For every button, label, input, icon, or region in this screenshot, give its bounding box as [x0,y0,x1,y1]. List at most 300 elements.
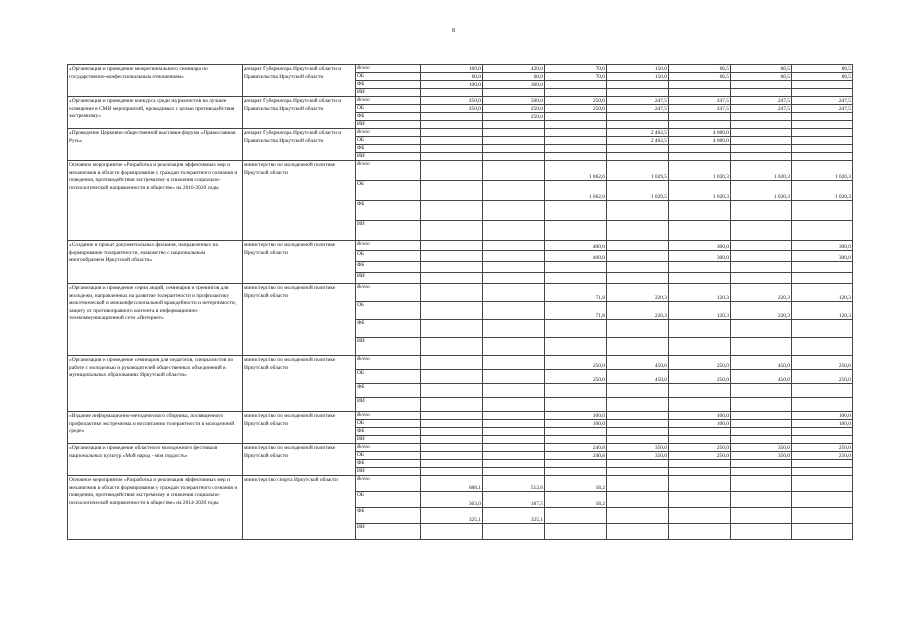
amount-cell: 247,5 [731,97,792,105]
amount-cell [669,201,731,221]
amount-cell: 120,3 [792,302,853,320]
amount-cell: 247,5 [792,97,853,105]
funding-source: Всего [356,476,421,492]
amount-cell: 4 000,0 [669,137,731,145]
amount-cell [607,468,669,476]
amount-cell [421,89,483,97]
amount-cell [421,320,483,338]
amount-cell [483,181,545,201]
amount-cell [669,398,731,412]
amount-cell [669,145,731,153]
amount-cell [731,436,792,444]
amount-cell [421,273,483,284]
amount-cell [421,370,483,384]
funding-source: Всего [356,284,421,302]
amount-cell [483,121,545,129]
amount-cell: 350,0 [731,452,792,460]
amount-cell [607,492,669,508]
amount-cell: 350,0 [607,452,669,460]
amount-cell [731,145,792,153]
amount-cell: 360,0 [483,81,545,89]
amount-cell: 500,0 [483,97,545,105]
table-row [68,476,853,492]
amount-cell [483,161,545,181]
amount-cell [792,273,853,284]
amount-cell: 247,5 [607,97,669,105]
amount-cell [731,398,792,412]
amount-cell: 450,0 [607,356,669,370]
amount-cell [792,129,853,137]
amount-cell [792,221,853,241]
funding-source: ФБ [356,81,421,89]
amount-cell [731,81,792,89]
amount-cell: 325,1 [483,508,545,524]
amount-cell: 250,0 [669,452,731,460]
amount-cell [792,121,853,129]
amount-cell [669,508,731,524]
amount-cell: 2 462,5 [607,129,669,137]
amount-cell: 220,3 [731,284,792,302]
funding-source: ФБ [356,384,421,398]
amount-cell [607,221,669,241]
amount-cell [792,113,853,121]
amount-cell: 240,8 [545,452,607,460]
amount-cell: 2 462,5 [607,137,669,145]
amount-cell: 18,2 [545,476,607,492]
amount-cell: 120,3 [792,284,853,302]
amount-cell [607,262,669,273]
amount-cell [545,201,607,221]
amount-cell [483,251,545,262]
amount-cell [792,460,853,468]
funding-table [67,64,853,540]
responsible-executor: министерство по молодежной политике Иркутской области [243,444,356,476]
amount-cell: 247,5 [731,105,792,113]
amount-cell [607,273,669,284]
amount-cell: 1 020,3 [731,161,792,181]
amount-cell [421,153,483,161]
amount-cell: 250,0 [545,356,607,370]
amount-cell [545,524,607,540]
amount-cell [607,113,669,121]
amount-cell [669,113,731,121]
amount-cell [669,81,731,89]
responsible-executor: министерство спорта Иркутской области [243,476,356,540]
amount-cell: 250,0 [669,444,731,452]
amount-cell [607,384,669,398]
funding-source: ИИ [356,468,421,476]
amount-cell [483,338,545,356]
amount-cell: 4 000,0 [669,129,731,137]
amount-cell [483,460,545,468]
amount-cell [792,81,853,89]
table-row [68,356,853,370]
responsible-executor: министерство по молодежной политике Иркутской области [243,241,356,284]
amount-cell: 1 020,3 [792,161,853,181]
amount-cell [483,384,545,398]
responsible-executor: министерство по молодежной политике Иркутской области [243,161,356,241]
amount-cell [731,428,792,436]
funding-source: ОБ [356,251,421,262]
activity-description: «Организация и проведение серии акций, семинаров и тренингов для молодежи, направленных на развитие толерантности и профилактику межэтнической и межконфессиональной враждебности и нетерпимости, защиту от противоправного контента в информационно-телекоммуникационной сети «Интернет» [68,284,243,356]
funding-source: Всего [356,356,421,370]
amount-cell [792,524,853,540]
amount-cell: 250,0 [483,105,545,113]
table-row [68,161,853,181]
activity-description: «Издание информационно-методического сборника, посвященного профилактике экстремизма и воспитанию толерантности в молодежной среде» [68,412,243,444]
amount-cell [545,338,607,356]
amount-cell: 1 029,5 [607,161,669,181]
amount-cell [545,221,607,241]
amount-cell: 1 020,3 [792,181,853,201]
funding-source: ОБ [356,73,421,81]
amount-cell [669,384,731,398]
activity-description: «Организация и проведение межрегионального семинара по государственно-конфессиональным отношениям» [68,65,243,97]
amount-cell [483,262,545,273]
amount-cell [421,121,483,129]
amount-cell: 150,0 [607,73,669,81]
amount-cell [421,412,483,420]
amount-cell [607,89,669,97]
funding-source: Всего [356,412,421,420]
funding-source: Всего [356,241,421,251]
amount-cell [731,221,792,241]
activity-description: «Организация и проведение конкурса среди журналистов на лучшее освещение в СМИ мероприятий, проводимых с целью противодействия экстремизму» [68,97,243,129]
amount-cell [421,251,483,262]
amount-cell: 187,5 [483,492,545,508]
amount-cell [731,384,792,398]
amount-cell [792,338,853,356]
amount-cell [483,273,545,284]
amount-cell: 247,5 [669,105,731,113]
amount-cell [792,492,853,508]
amount-cell [421,398,483,412]
amount-cell [731,273,792,284]
amount-cell: 70,0 [545,65,607,73]
funding-source: ОБ [356,181,421,201]
amount-cell: 100,0 [792,420,853,428]
page-number: 8 [452,28,455,34]
amount-cell [545,468,607,476]
amount-cell [731,251,792,262]
amount-cell: 120,3 [669,302,731,320]
amount-cell [483,137,545,145]
amount-cell [421,428,483,436]
amount-cell: 250,0 [545,105,607,113]
amount-cell: 100,0 [669,420,731,428]
amount-cell [483,370,545,384]
activity-description: Основное мероприятие «Разработка и реализация эффективных мер и механизмов в области формирования у граждан толерантного сознания и поведения, противодействия экстремизму и снижения социально-психологической напряженности в обществе» на 2016-2020 годы [68,161,243,241]
funding-source: ИИ [356,338,421,356]
amount-cell [421,468,483,476]
amount-cell: 18,2 [545,492,607,508]
funding-source: Всего [356,65,421,73]
amount-cell: 220,3 [607,302,669,320]
amount-cell: 66,5 [731,73,792,81]
amount-cell [545,113,607,121]
amount-cell [731,524,792,540]
amount-cell: 325,1 [421,508,483,524]
amount-cell: 250,0 [792,444,853,452]
amount-cell [483,241,545,251]
amount-cell [731,412,792,420]
amount-cell: 250,0 [792,452,853,460]
amount-cell: 300,0 [669,241,731,251]
amount-cell: 71,8 [545,302,607,320]
funding-source: ФБ [356,201,421,221]
activity-description: Основное мероприятие «Разработка и реализация эффективных мер и механизмов в области формирования у граждан толерантного сознания и поведения, противодействия экстремизму и снижения социально-психологической напряженности в обществе» на 2014-2020 годы [68,476,243,540]
amount-cell [669,153,731,161]
amount-cell [607,251,669,262]
amount-cell [731,241,792,251]
amount-cell [483,428,545,436]
amount-cell [731,468,792,476]
amount-cell [483,145,545,153]
amount-cell: 240,8 [545,444,607,452]
funding-source: ФБ [356,428,421,436]
amount-cell [731,153,792,161]
amount-cell [483,302,545,320]
activity-description: «Организация и проведение областного молодежного фестиваля национальных культур «Мой народ - моя гордость» [68,444,243,476]
responsible-executor: аппарат Губернатора Иркутской области и Правительства Иркутской области [243,97,356,129]
table-row [68,241,853,251]
amount-cell: 100,0 [792,412,853,420]
funding-source: ИИ [356,398,421,412]
amount-cell [483,221,545,241]
amount-cell [731,460,792,468]
amount-cell: 247,5 [669,97,731,105]
amount-cell [607,524,669,540]
amount-cell [669,221,731,241]
amount-cell [669,121,731,129]
amount-cell [421,356,483,370]
amount-cell [607,153,669,161]
amount-cell [421,129,483,137]
amount-cell [607,460,669,468]
amount-cell [483,89,545,97]
amount-cell [545,262,607,273]
amount-cell: 300,0 [792,251,853,262]
amount-cell [792,145,853,153]
amount-cell [421,181,483,201]
amount-cell: 1 020,3 [731,181,792,201]
table-row [68,412,853,420]
amount-cell: 60,0 [421,73,483,81]
amount-cell [421,113,483,121]
amount-cell: 100,0 [669,412,731,420]
amount-cell [545,81,607,89]
amount-cell [669,492,731,508]
amount-cell [545,436,607,444]
amount-cell [607,81,669,89]
amount-cell [421,302,483,320]
amount-cell: 420,0 [483,65,545,73]
amount-cell [483,356,545,370]
funding-source: ИИ [356,524,421,540]
amount-cell [483,420,545,428]
amount-cell [669,524,731,540]
amount-cell [421,444,483,452]
amount-cell [545,89,607,97]
funding-source: Всего [356,129,421,137]
amount-cell [545,137,607,145]
amount-cell: 250,0 [545,97,607,105]
funding-source: Всего [356,161,421,181]
amount-cell [483,468,545,476]
amount-cell [792,398,853,412]
amount-cell [792,137,853,145]
amount-cell [731,129,792,137]
amount-cell: 350,0 [607,444,669,452]
amount-cell: 250,0 [669,356,731,370]
amount-cell: 1 062,6 [545,181,607,201]
amount-cell [421,452,483,460]
funding-source: ОБ [356,370,421,384]
amount-cell [421,524,483,540]
amount-cell [731,201,792,221]
amount-cell [545,320,607,338]
amount-cell [421,145,483,153]
table-row [68,284,853,302]
amount-cell: 70,0 [545,73,607,81]
amount-cell [669,460,731,468]
funding-source: ОБ [356,452,421,460]
amount-cell: 400,0 [545,251,607,262]
amount-cell [731,320,792,338]
amount-cell [545,508,607,524]
amount-cell: 250,0 [421,97,483,105]
amount-cell [421,436,483,444]
amount-cell [483,129,545,137]
amount-cell: 250,0 [545,370,607,384]
funding-source: ИИ [356,221,421,241]
amount-cell [669,428,731,436]
amount-cell [731,113,792,121]
amount-cell [483,320,545,338]
funding-source: Всего [356,444,421,452]
amount-cell [545,428,607,436]
amount-cell [483,436,545,444]
funding-source: ФБ [356,145,421,153]
amount-cell: 220,3 [731,302,792,320]
amount-cell [545,384,607,398]
amount-cell [669,320,731,338]
responsible-executor: министерство по молодежной политике Иркутской области [243,356,356,412]
amount-cell [731,137,792,145]
amount-cell [421,338,483,356]
amount-cell [607,436,669,444]
funding-source: ОБ [356,492,421,508]
amount-cell [792,436,853,444]
funding-source: ФБ [356,460,421,468]
amount-cell: 450,0 [607,370,669,384]
amount-cell [483,201,545,221]
amount-cell: 512,6 [483,476,545,492]
amount-cell [731,508,792,524]
amount-cell: 450,0 [731,370,792,384]
amount-cell [421,420,483,428]
amount-cell [421,284,483,302]
amount-cell: 120,3 [669,284,731,302]
amount-cell [792,476,853,492]
amount-cell: 66,5 [792,65,853,73]
funding-source: ФБ [356,113,421,121]
funding-source: ФБ [356,320,421,338]
amount-cell [731,121,792,129]
amount-cell [607,412,669,420]
amount-cell: 66,5 [669,65,731,73]
amount-cell: 220,3 [607,284,669,302]
amount-cell: 688,1 [421,476,483,492]
funding-source: ИИ [356,436,421,444]
amount-cell [669,468,731,476]
amount-cell [607,145,669,153]
amount-cell [731,476,792,492]
amount-cell: 400,0 [545,241,607,251]
funding-source: ОБ [356,302,421,320]
amount-cell: 66,5 [731,65,792,73]
amount-cell: 60,0 [483,73,545,81]
amount-cell: 71,8 [545,284,607,302]
amount-cell: 1 029,5 [607,181,669,201]
amount-cell [607,508,669,524]
amount-cell [792,320,853,338]
amount-cell: 450,0 [731,356,792,370]
amount-cell: 66,5 [792,73,853,81]
responsible-executor: министерство по молодежной политике Иркутской области [243,412,356,444]
amount-cell [792,508,853,524]
responsible-executor: министерство по молодежной политике Иркутской области [243,284,356,356]
table-row [68,65,853,73]
amount-cell: 1 062,6 [545,161,607,181]
amount-cell [607,420,669,428]
amount-cell [483,284,545,302]
amount-cell [483,412,545,420]
amount-cell: 247,5 [607,105,669,113]
amount-cell [792,153,853,161]
amount-cell: 363,0 [421,492,483,508]
amount-cell [607,320,669,338]
amount-cell: 1 020,3 [669,161,731,181]
table-row [68,129,853,137]
amount-cell: 100,0 [545,412,607,420]
responsible-executor: аппарат Губернатора Иркутской области и Правительства Иркутской области [243,65,356,97]
amount-cell: 66,5 [669,73,731,81]
funding-source: ИИ [356,273,421,284]
amount-cell [731,492,792,508]
activity-description: «Проведение Церковно-общественной выставки-форума «Православная Русь» [68,129,243,161]
activity-description: «Организация и проведение семинаров для педагогов, специалистов по работе с молодежью и руководителей общественных объединений в муниципальных образованиях Иркутской области» [68,356,243,412]
amount-cell [792,89,853,97]
amount-cell: 247,5 [792,105,853,113]
amount-cell [421,221,483,241]
amount-cell [421,241,483,251]
amount-cell [483,444,545,452]
funding-source: ФБ [356,508,421,524]
amount-cell [545,398,607,412]
funding-source: ОБ [356,105,421,113]
amount-cell [607,476,669,492]
amount-cell [792,468,853,476]
funding-source: ОБ [356,137,421,145]
amount-cell [792,428,853,436]
table-row [68,97,853,105]
amount-cell: 300,0 [669,251,731,262]
amount-cell [545,460,607,468]
funding-source: ОБ [356,420,421,428]
amount-cell [545,129,607,137]
responsible-executor: аппарат Губернатора Иркутской области и Правительства Иркутской области [243,129,356,161]
